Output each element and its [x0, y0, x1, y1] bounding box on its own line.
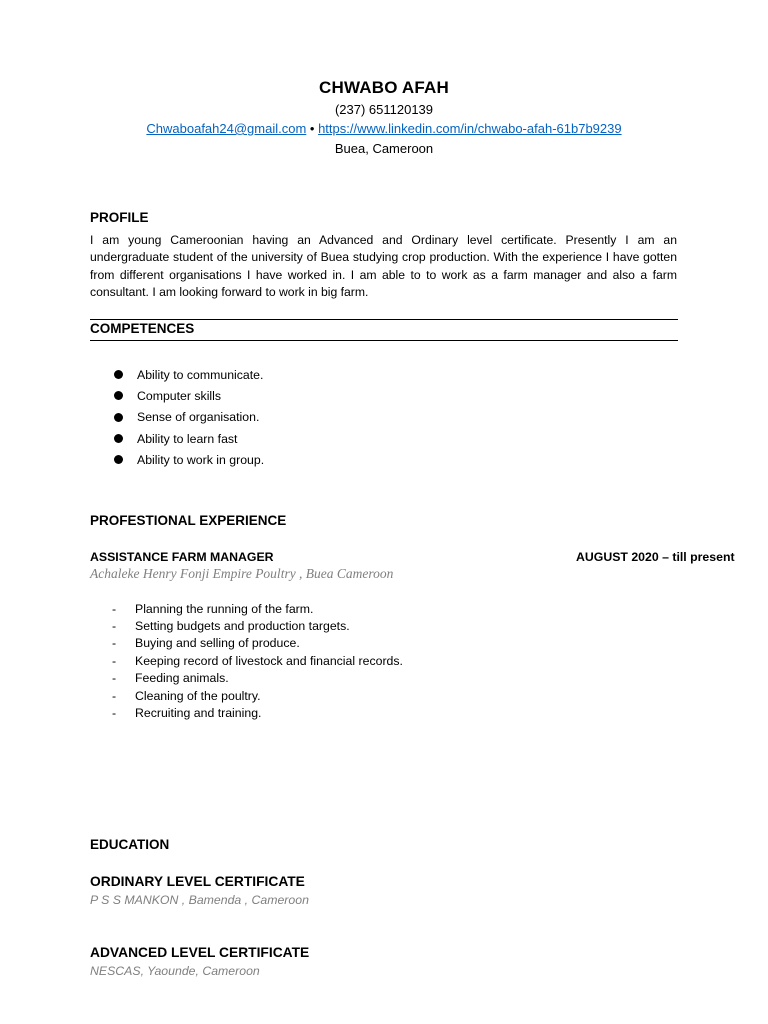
competences-top-rule: [90, 319, 678, 320]
duty-text: Cleaning of the poultry.: [135, 688, 261, 703]
dash-marker: -: [112, 619, 117, 634]
competences-heading: COMPETENCES: [90, 321, 195, 336]
bullet-icon: [114, 391, 123, 400]
phone-number: (237) 651120139: [334, 102, 434, 117]
competences-list: [112, 364, 264, 470]
profile-text: I am young Cameroonian having an Advanced and Ordinary level certificate. Presently I am an undergraduate student of the university of Buea studying crop production. With the experience I have gotten from different organisations I have worked in. I am able to to work as a farm manager and also a farm consultant. I am looking forward to work in big farm.: [90, 233, 677, 299]
linkedin-link[interactable]: https://www.linkedin.com/in/chwabo-afah-61b7b9239: [318, 121, 622, 136]
list-item: [112, 635, 403, 652]
competence-text: Ability to learn fast: [137, 431, 238, 446]
job-date: AUGUST 2020 – till present: [576, 550, 735, 564]
experience-heading: PROFESTIONAL EXPERIENCE: [90, 513, 287, 528]
list-item: [112, 385, 264, 406]
bullet-icon: [114, 370, 123, 379]
duty-text: Setting budgets and production targets.: [135, 619, 350, 634]
list-item: [112, 617, 403, 634]
duty-text: Recruiting and training.: [135, 706, 262, 721]
duty-text: Planning the running of the farm.: [135, 601, 314, 616]
candidate-name: CHWABO AFAH: [318, 78, 449, 97]
email-link[interactable]: Chwaboafah24@gmail.com: [146, 121, 307, 136]
location: Buea, Cameroon: [334, 141, 434, 156]
duty-text: Buying and selling of produce.: [135, 636, 300, 651]
education-heading: EDUCATION: [90, 837, 170, 852]
list-item: [112, 687, 403, 704]
competence-text: Sense of organisation.: [137, 410, 260, 425]
duties-list: [112, 600, 403, 722]
competence-text: Ability to work in group.: [137, 452, 265, 467]
list-item: [112, 670, 403, 687]
profile-heading: PROFILE: [90, 210, 149, 225]
duty-text: Feeding animals.: [135, 671, 229, 686]
job-title: ASSISTANCE FARM MANAGER: [90, 550, 274, 564]
list-item: [112, 428, 264, 449]
bullet-separator: •: [306, 121, 319, 136]
bullet-icon: [114, 434, 123, 443]
dash-marker: -: [112, 688, 117, 703]
dash-marker: -: [112, 601, 117, 616]
list-item: [112, 600, 403, 617]
competence-text: Ability to communicate.: [137, 367, 264, 382]
competences-bottom-rule: [90, 340, 678, 341]
list-item: [112, 364, 264, 385]
duty-text: Keeping record of livestock and financial records.: [135, 653, 403, 668]
list-item: [112, 704, 403, 721]
bullet-icon: [114, 455, 123, 464]
dash-marker: -: [112, 671, 117, 686]
list-item: [112, 449, 264, 470]
dash-marker: -: [112, 653, 117, 668]
list-item: [112, 652, 403, 669]
competence-text: Computer skills: [137, 388, 222, 403]
education-school: NESCAS, Yaounde, Cameroon: [90, 964, 260, 978]
education-title: ADVANCED LEVEL CERTIFICATE: [90, 945, 310, 960]
job-employer: Achaleke Henry Fonji Empire Poultry , Buea Cameroon: [90, 566, 394, 581]
education-title: ORDINARY LEVEL CERTIFICATE: [90, 874, 305, 889]
list-item: [112, 407, 264, 428]
contact-links: [0, 121, 768, 136]
dash-marker: -: [112, 706, 117, 721]
dash-marker: -: [112, 636, 117, 651]
education-school: P S S MANKON , Bamenda , Cameroon: [90, 893, 309, 907]
bullet-icon: [114, 413, 123, 422]
